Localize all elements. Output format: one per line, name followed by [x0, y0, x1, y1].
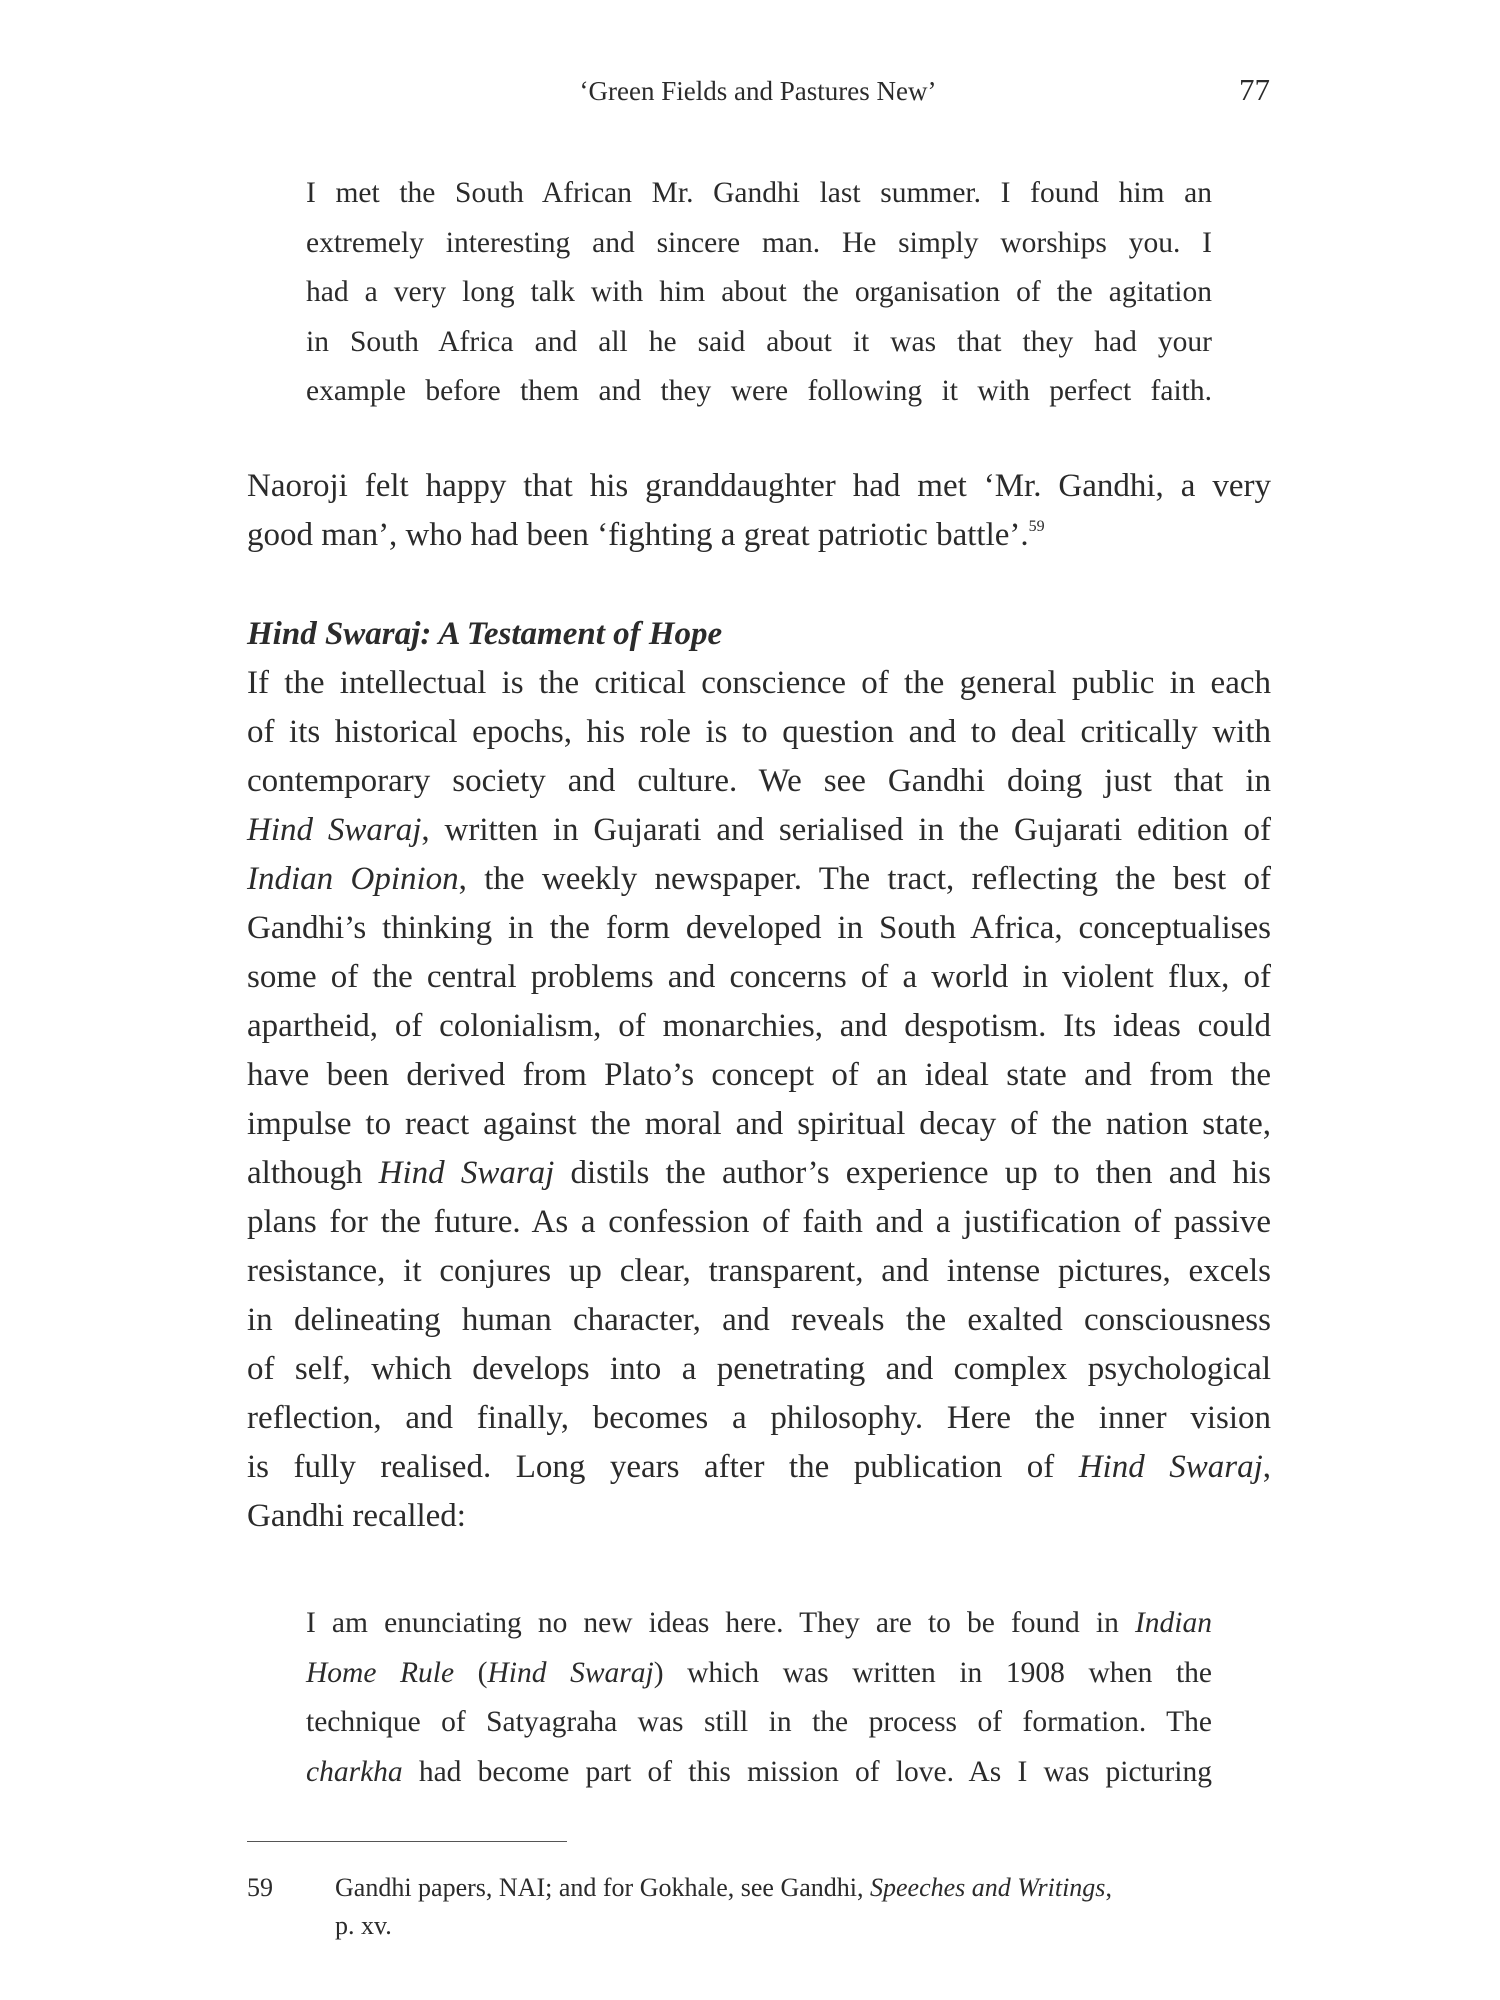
paragraph-line — [247, 1149, 1271, 1198]
footnote-reference[interactable]: 59 — [1028, 518, 1045, 535]
paragraph-text: is fully realised. Long years after the publication of — [247, 1449, 1079, 1485]
footnote-text — [335, 1869, 1255, 1945]
paragraph-line: have been derived from Plato’s concept of an ideal state and from the — [247, 1057, 1271, 1093]
paragraph-line: of its historical epochs, his role is to question and to deal critically with — [247, 714, 1271, 750]
paragraph-line — [247, 511, 1271, 560]
quote-line: extremely interesting and sincere man. He simply worships you. I — [306, 226, 1212, 259]
paragraph-line: Naoroji felt happy that his granddaughter had met ‘Mr. Gandhi, a very — [247, 468, 1271, 504]
paragraph-text: distils the author’s experience up to then and his — [554, 1155, 1272, 1191]
footnote-rule — [247, 1841, 567, 1842]
paragraph-line: Gandhi recalled: — [247, 1498, 466, 1534]
paragraph-hind-swaraj — [247, 659, 1271, 1541]
paragraph-naoroji — [247, 462, 1271, 560]
footnote-text-part: p. xv. — [335, 1911, 392, 1940]
paragraph-line: If the intellectual is the critical conscience of the general public in each — [247, 665, 1271, 701]
section-heading: Hind Swaraj: A Testament of Hope — [247, 616, 723, 652]
paragraph-line: in delineating human character, and reveals the exalted consciousness — [247, 1302, 1271, 1338]
quote-line: had a very long talk with him about the organisation of the agitation — [306, 276, 1212, 308]
paragraph-line: plans for the future. As a confession of faith and a justification of passive — [247, 1204, 1271, 1240]
paragraph-line — [247, 806, 1271, 855]
paragraph-text: good man’, who had been ‘fighting a great patriotic battle’. — [247, 517, 1029, 553]
paragraph-line: of self, which develops into a penetrating and complex psychological — [247, 1351, 1271, 1387]
quote-line: example before them and they were following it with perfect faith. — [306, 375, 1212, 407]
quote-text: I am enunciating no new ideas here. They are to be found in — [306, 1607, 1135, 1639]
italic-title: Hind Swaraj — [378, 1155, 555, 1191]
paragraph-text: although — [247, 1155, 379, 1191]
block-quote-2 — [306, 1599, 1212, 1797]
paragraph-text: , — [1262, 1449, 1271, 1485]
italic-title: Hind Swaraj — [1078, 1449, 1263, 1485]
paragraph-line: reflection, and finally, becomes a philosophy. Here the inner vision — [247, 1400, 1271, 1436]
italic-title: Indian Opinion — [247, 861, 459, 897]
running-title: ‘Green Fields and Pastures New’ — [579, 76, 937, 106]
quote-text: had become part of this mission of love. As I was picturing — [402, 1755, 1212, 1788]
italic-title: Indian — [1134, 1607, 1212, 1639]
quote-text: ) which was written in 1908 when the — [653, 1656, 1212, 1689]
quote-line: I met the South African Mr. Gandhi last summer. I found him an — [306, 177, 1212, 209]
paragraph-line: some of the central problems and concerns of a world in violent flux, of — [247, 959, 1271, 995]
paragraph-line: impulse to react against the moral and spiritual decay of the nation state, — [247, 1106, 1271, 1142]
paragraph-line: resistance, it conjures up clear, transparent, and intense pictures, excels — [247, 1253, 1271, 1289]
quote-line — [306, 1599, 1212, 1649]
footnote-text-part: , — [1105, 1873, 1112, 1902]
page-number: 77 — [1239, 72, 1270, 107]
paragraph-line: contemporary society and culture. We see Gandhi doing just that in — [247, 763, 1271, 799]
quote-text: ( — [454, 1656, 488, 1689]
italic-title: Hind Swaraj — [487, 1656, 654, 1689]
footnote-number: 59 — [247, 1873, 273, 1902]
italic-title: Home Rule — [306, 1656, 455, 1689]
block-quote-1 — [306, 169, 1212, 417]
quote-line — [306, 1748, 1212, 1798]
paragraph-line: apartheid, of colonialism, of monarchies, and despotism. Its ideas could — [247, 1008, 1271, 1044]
paragraph-line: Gandhi’s thinking in the form developed in South Africa, conceptualises — [247, 910, 1271, 946]
paragraph-text: , the weekly newspaper. The tract, reflecting the best of — [458, 861, 1272, 897]
quote-line — [306, 1649, 1212, 1699]
italic-title: Speeches and Writings — [870, 1873, 1106, 1902]
quote-line: technique of Satyagraha was still in the process of formation. The — [306, 1706, 1212, 1738]
italic-term: charkha — [306, 1755, 403, 1788]
paragraph-line — [247, 855, 1271, 904]
footnote-text-part: Gandhi papers, NAI; and for Gokhale, see Gandhi, — [335, 1873, 871, 1902]
paragraph-text: , written in Gujarati and serialised in the Gujarati edition of — [421, 812, 1271, 848]
quote-line: in South Africa and all he said about it was that they had your — [306, 325, 1212, 358]
paragraph-line — [247, 1443, 1271, 1492]
italic-title: Hind Swaraj — [247, 812, 422, 848]
